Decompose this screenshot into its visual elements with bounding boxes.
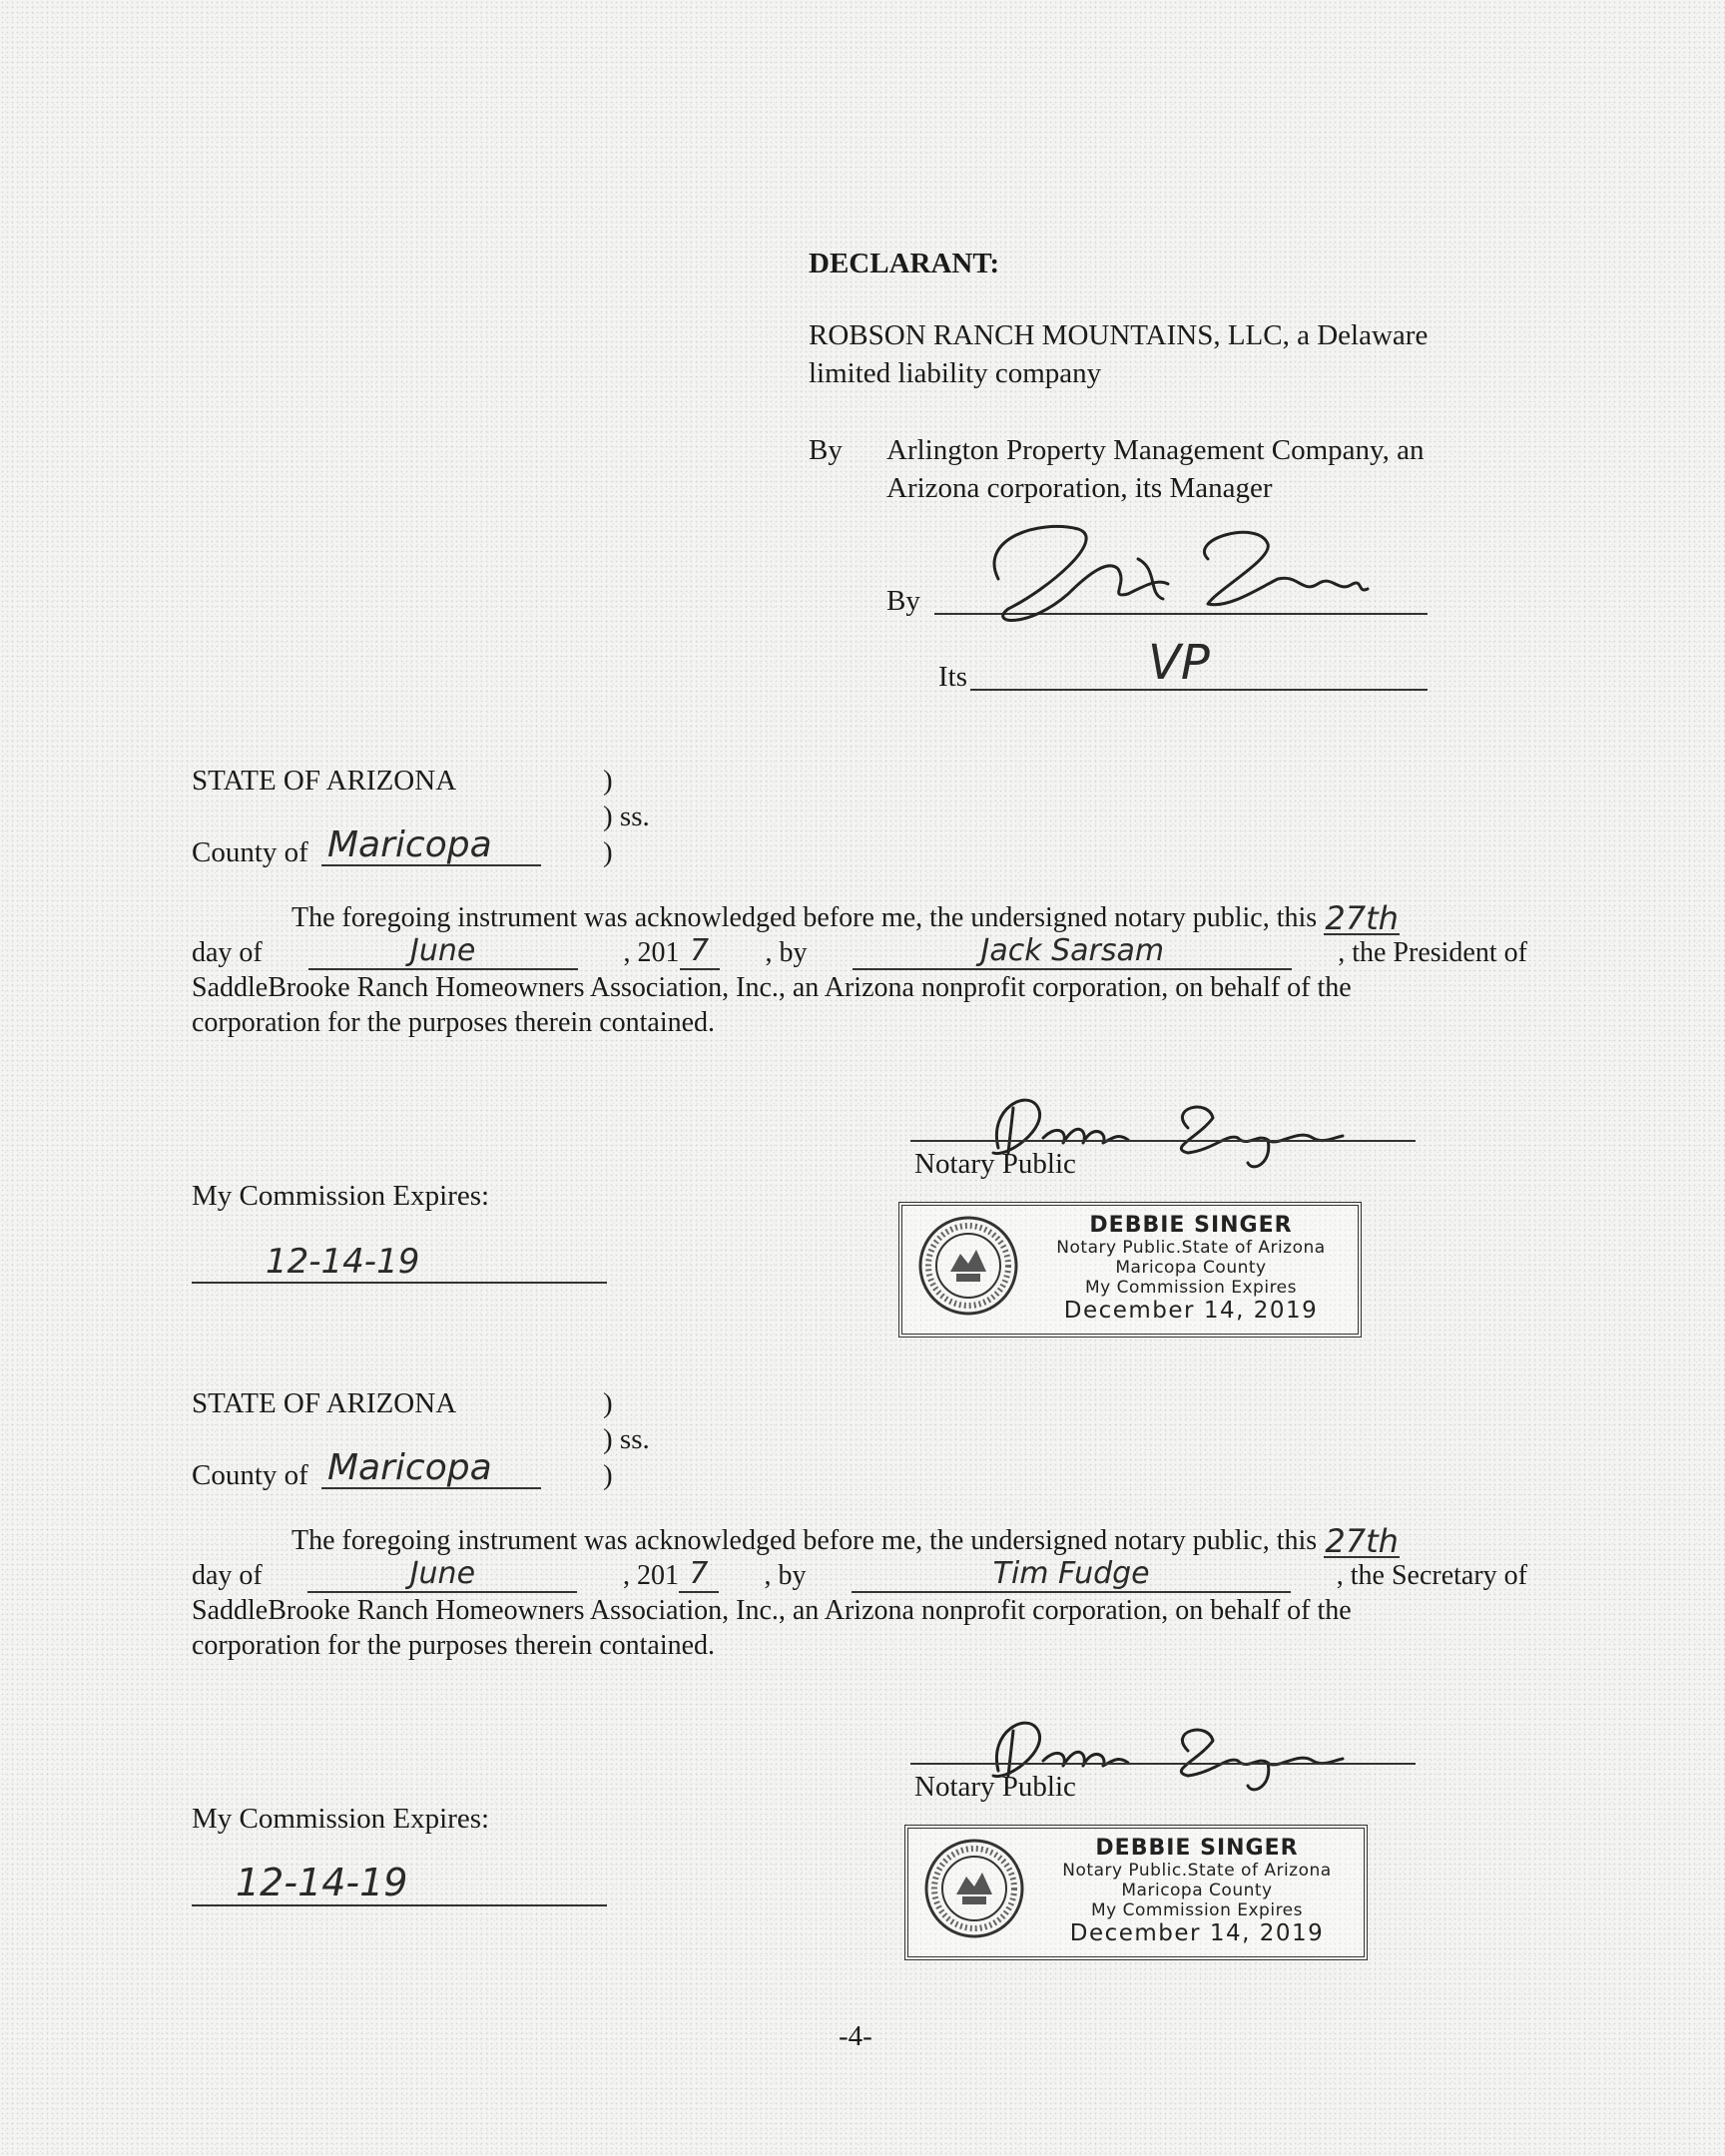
- venue-ss: ) ss.: [603, 1423, 650, 1455]
- month-blank: [308, 933, 578, 970]
- acknowledgment-line4: corporation for the purposes therein contained.: [192, 1007, 716, 1038]
- seal-line1: Notary Public.State of Arizona: [1056, 1238, 1326, 1258]
- venue-paren: ): [603, 1387, 613, 1419]
- county-value: Maricopa: [327, 824, 492, 865]
- name-blank: [853, 933, 1292, 970]
- name-blank: [852, 1556, 1291, 1593]
- notary-public-label: Notary Public: [914, 1771, 1076, 1803]
- notary-signature-line: [910, 1763, 1416, 1765]
- commission-label: My Commission Expires:: [192, 1803, 490, 1835]
- commission-line: [192, 1904, 607, 1906]
- arizona-state-seal-icon: [916, 1214, 1020, 1318]
- by-label: , by: [765, 937, 808, 968]
- county-label: County of: [192, 836, 308, 868]
- seal-line3: My Commission Expires: [1084, 1278, 1297, 1298]
- declarant-by-label: By: [809, 434, 843, 466]
- commission-label: My Commission Expires:: [192, 1180, 490, 1212]
- notary-seal-stamp: [898, 1202, 1362, 1338]
- day-of-label: day of: [192, 1560, 263, 1591]
- day-blank: [1324, 1522, 1400, 1560]
- arizona-state-seal-icon: [922, 1837, 1026, 1940]
- acknowledgment-line4: corporation for the purposes therein contained.: [192, 1630, 716, 1661]
- page-number: -4-: [839, 2020, 872, 2052]
- commission-value: 12-14-19: [266, 1242, 420, 1282]
- commission-value: 12-14-19: [236, 1861, 408, 1904]
- its-label: Its: [938, 661, 967, 693]
- month-value: June: [409, 1556, 476, 1591]
- county-value: Maricopa: [327, 1447, 492, 1488]
- year-value: 7: [690, 933, 710, 968]
- seal-text: [1036, 1837, 1358, 1947]
- declarant-company-line2: limited liability company: [809, 357, 1102, 389]
- acknowledgment-intro: The foregoing instrument was acknowledged before me, the undersigned notary public, this: [291, 1525, 1318, 1556]
- seal-line2: Maricopa County: [1115, 1258, 1267, 1278]
- seal-name: DEBBIE SINGER: [1089, 1213, 1293, 1238]
- venue-paren: ): [603, 1459, 613, 1491]
- notary-public-label: Notary Public: [914, 1148, 1076, 1180]
- seal-text: [1030, 1214, 1352, 1325]
- state-heading: STATE OF ARIZONA: [192, 765, 457, 797]
- role-text: , the President of: [1338, 937, 1527, 968]
- declarant-company-line1: ROBSON RANCH MOUNTAINS, LLC, a Delaware: [809, 319, 1429, 351]
- acknowledgment-intro: The foregoing instrument was acknowledged before me, the undersigned notary public, this: [291, 902, 1318, 933]
- declarant-signature: [958, 499, 1378, 639]
- day-value: 27th: [1325, 1522, 1399, 1560]
- seal-name: DEBBIE SINGER: [1095, 1836, 1299, 1861]
- seal-line4: December 14, 2019: [1069, 1920, 1325, 1946]
- year-prefix: , 201: [622, 1560, 679, 1591]
- seal-line1: Notary Public.State of Arizona: [1062, 1861, 1332, 1881]
- state-heading: STATE OF ARIZONA: [192, 1387, 457, 1419]
- month-value: June: [409, 933, 476, 968]
- day-value: 27th: [1325, 899, 1399, 937]
- county-label: County of: [192, 1459, 308, 1491]
- acknowledgment-paragraph: [192, 1523, 1527, 1663]
- venue-paren: ): [603, 765, 613, 797]
- year-blank: [679, 1556, 719, 1593]
- its-value: VP: [1148, 635, 1210, 691]
- seal-line2: Maricopa County: [1121, 1881, 1273, 1900]
- acknowledged-name: Jack Sarsam: [980, 933, 1165, 968]
- acknowledgment-line3: SaddleBrooke Ranch Homeowners Association, Inc., an Arizona nonprofit corporation, on behalf of the: [192, 1595, 1352, 1626]
- notary-signature-line: [910, 1140, 1416, 1142]
- year-prefix: , 201: [623, 937, 680, 968]
- acknowledged-name: Tim Fudge: [992, 1556, 1150, 1591]
- day-blank: [1324, 899, 1400, 937]
- venue-paren: ): [603, 836, 613, 868]
- year-value: 7: [689, 1556, 709, 1591]
- declarant-heading: DECLARANT:: [809, 248, 1000, 279]
- acknowledgment-paragraph: [192, 900, 1527, 1040]
- role-text: , the Secretary of: [1336, 1560, 1527, 1591]
- acknowledgment-line3: SaddleBrooke Ranch Homeowners Association, Inc., an Arizona nonprofit corporation, on behalf of the: [192, 972, 1352, 1003]
- day-of-label: day of: [192, 937, 263, 968]
- month-blank: [307, 1556, 577, 1593]
- declarant-manager-line2: Arizona corporation, its Manager: [886, 472, 1273, 504]
- seal-line4: December 14, 2019: [1063, 1298, 1319, 1324]
- signature-by-label: By: [886, 585, 920, 617]
- notary-seal-stamp: [904, 1825, 1368, 1960]
- by-label: , by: [764, 1560, 807, 1591]
- venue-ss: ) ss.: [603, 801, 650, 832]
- seal-line3: My Commission Expires: [1090, 1900, 1303, 1920]
- year-blank: [680, 933, 720, 970]
- declarant-manager-line1: Arlington Property Management Company, an: [886, 434, 1425, 466]
- commission-line: [192, 1282, 607, 1284]
